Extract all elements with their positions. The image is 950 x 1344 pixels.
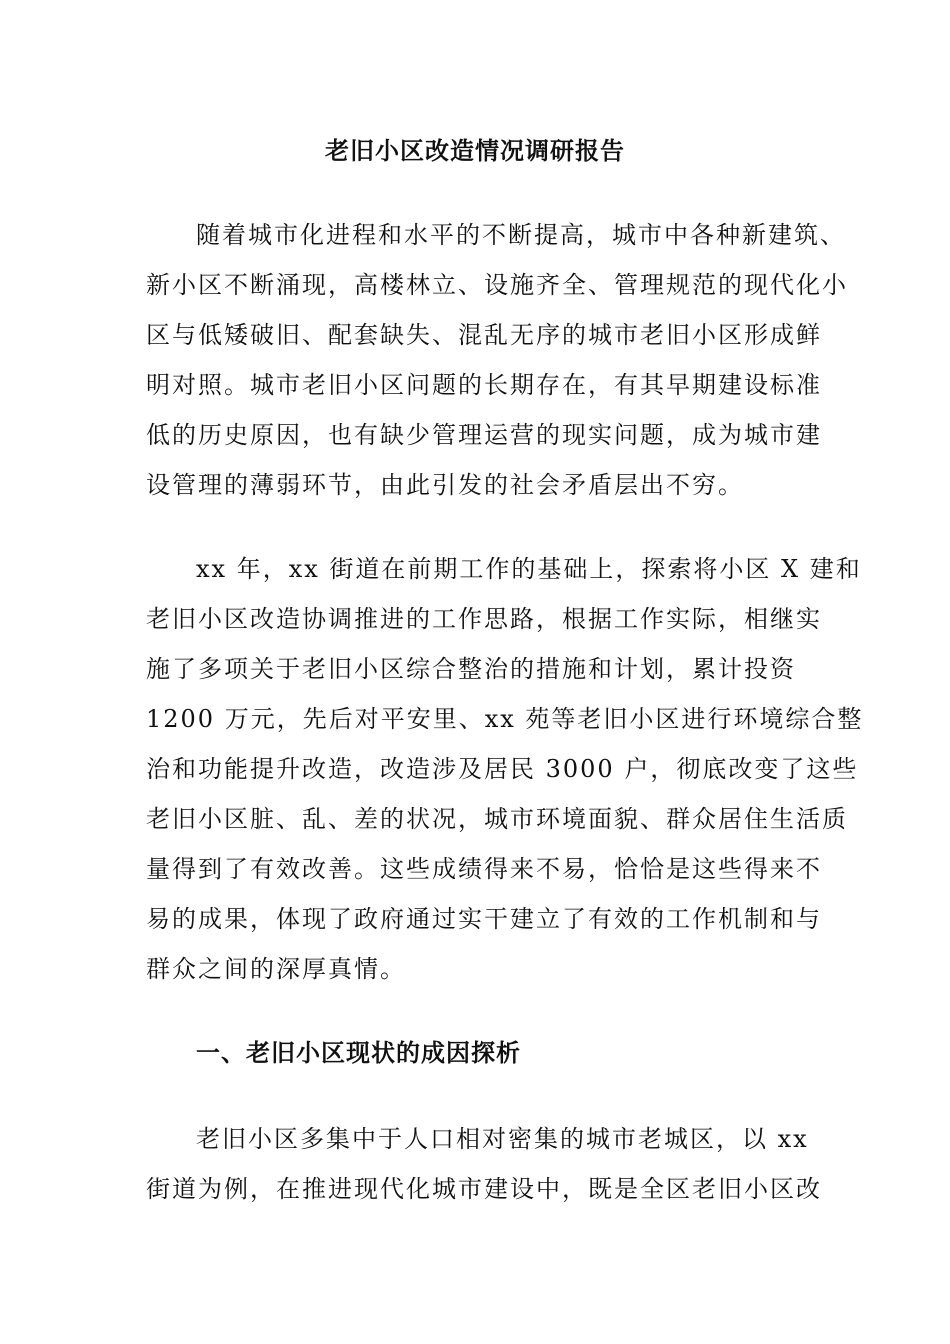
paragraph-line: 设管理的薄弱环节，由此引发的社会矛盾层出不穷。 [146, 471, 744, 499]
paragraph-line: 群众之间的深厚真情。 [146, 955, 406, 983]
paragraph-line: 易的成果，体现了政府通过实干建立了有效的工作机制和与 [146, 905, 822, 933]
paragraph-achievements [146, 544, 864, 994]
paragraph-line: 随着城市化进程和水平的不断提高，城市中各种新建筑、 [196, 221, 846, 249]
paragraph-line: 街道为例，在推进现代化城市建设中，既是全区老旧小区改 [146, 1175, 822, 1203]
section-heading: 一、老旧小区现状的成因探析 [196, 1038, 521, 1067]
paragraph-line: 区与低矮破旧、配套缺失、混乱无序的城市老旧小区形成鲜 [146, 321, 822, 349]
paragraph-line: 新小区不断涌现，高楼林立、设施齐全、管理规范的现代化小 [146, 271, 848, 299]
paragraph-line: 量得到了有效改善。这些成绩得来不易，恰恰是这些得来不 [146, 855, 822, 883]
paragraph-line: xx 年，xx 街道在前期工作的基础上，探索将小区 X 建和 [196, 555, 862, 583]
paragraph-line: 老旧小区改造协调推进的工作思路，根据工作实际，相继实 [146, 605, 822, 633]
paragraph-line: 老旧小区脏、乱、差的状况，城市环境面貌、群众居住生活质 [146, 805, 848, 833]
paragraph-line: 施了多项关于老旧小区综合整治的措施和计划，累计投资 [146, 655, 796, 683]
paragraph-section-one [146, 1114, 826, 1214]
document-title: 老旧小区改造情况调研报告 [325, 136, 625, 165]
paragraph-line: 低的历史原因，也有缺少管理运营的现实问题，成为城市建 [146, 421, 822, 449]
paragraph-line: 老旧小区多集中于人口相对密集的城市老城区，以 xx [196, 1125, 809, 1153]
paragraph-line: 1200 万元，先后对平安里、xx 苑等老旧小区进行环境综合整 [146, 705, 864, 733]
paragraph-line: 治和功能提升改造，改造涉及居民 3000 户，彻底改变了这些 [146, 755, 859, 783]
paragraph-intro [146, 210, 848, 510]
paragraph-line: 明对照。城市老旧小区问题的长期存在，有其早期建设标准 [146, 371, 822, 399]
